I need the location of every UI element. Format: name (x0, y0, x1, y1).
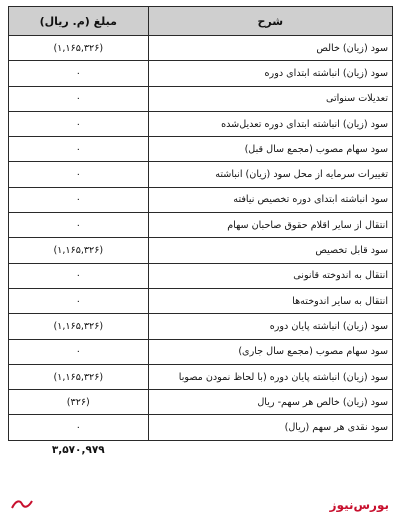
row-amount: (۱,۱۶۵,۳۲۶) (9, 314, 149, 339)
total-row (9, 440, 393, 459)
table-row (9, 238, 393, 263)
row-amount: ۰ (9, 415, 149, 440)
retained-earnings-table (8, 6, 393, 459)
total-amount: ۳,۵۷۰,۹۷۹ (51, 443, 105, 456)
row-amount: ۰ (9, 288, 149, 313)
table-row (9, 187, 393, 212)
row-amount: ۰ (9, 111, 149, 136)
row-amount: ۰ (9, 263, 149, 288)
row-description: سود (زیان) انباشته ابتدای دوره تعدیل‌شده (148, 111, 392, 136)
row-description: سود (زیان) انباشته ابتدای دوره (148, 61, 392, 86)
table-row (9, 86, 393, 111)
total-label (148, 440, 392, 459)
row-description: سود انباشته ابتدای دوره تخصیص نیافته (148, 187, 392, 212)
header-row (9, 7, 393, 36)
row-amount: ۰ (9, 162, 149, 187)
row-amount: ۰ (9, 187, 149, 212)
row-description: تغییرات سرمایه از محل سود (زیان) انباشته (148, 162, 392, 187)
row-amount: ۰ (9, 339, 149, 364)
row-description: انتقال به اندوخته قانونی (148, 263, 392, 288)
table-row (9, 111, 393, 136)
table-row (9, 137, 393, 162)
row-description: انتقال از سایر اقلام حقوق صاحبان سهام (148, 213, 392, 238)
header-amount: مبلغ (م. ریال) (9, 7, 149, 36)
row-description: انتقال به سایر اندوخته‌ها (148, 288, 392, 313)
row-description: سود (زیان) انباشته پایان دوره (با لحاظ نمودن مصوبا (148, 364, 392, 389)
watermark-emblem-icon (10, 498, 34, 510)
table-row (9, 213, 393, 238)
table-row (9, 364, 393, 389)
table-row (9, 61, 393, 86)
watermark-logo: بورس‌نیوز (329, 498, 389, 512)
table-row (9, 339, 393, 364)
row-description: سود سهام مصوب (مجمع سال قبل) (148, 137, 392, 162)
row-description: سود (زیان) خالص (148, 36, 392, 61)
table-row (9, 415, 393, 440)
row-description: سود قابل تخصیص (148, 238, 392, 263)
row-amount: ۰ (9, 213, 149, 238)
table-row (9, 36, 393, 61)
row-amount: (۳۲۶) (9, 390, 149, 415)
row-description: سود نقدی هر سهم (ریال) (148, 415, 392, 440)
row-description: سود سهام مصوب (مجمع سال جاری) (148, 339, 392, 364)
row-amount: ۰ (9, 61, 149, 86)
header-description: شرح (148, 7, 392, 36)
table-row (9, 288, 393, 313)
row-description: سود (زیان) انباشته پایان دوره (148, 314, 392, 339)
row-amount: (۱,۱۶۵,۳۲۶) (9, 364, 149, 389)
table-row (9, 390, 393, 415)
row-amount: (۱,۱۶۵,۳۲۶) (9, 36, 149, 61)
table-row (9, 263, 393, 288)
row-description: تعدیلات سنواتی (148, 86, 392, 111)
table-row (9, 162, 393, 187)
table-row (9, 314, 393, 339)
row-description: سود (زیان) خالص هر سهم- ریال (148, 390, 392, 415)
row-amount: (۱,۱۶۵,۳۲۶) (9, 238, 149, 263)
row-amount: ۰ (9, 137, 149, 162)
row-amount: ۰ (9, 86, 149, 111)
